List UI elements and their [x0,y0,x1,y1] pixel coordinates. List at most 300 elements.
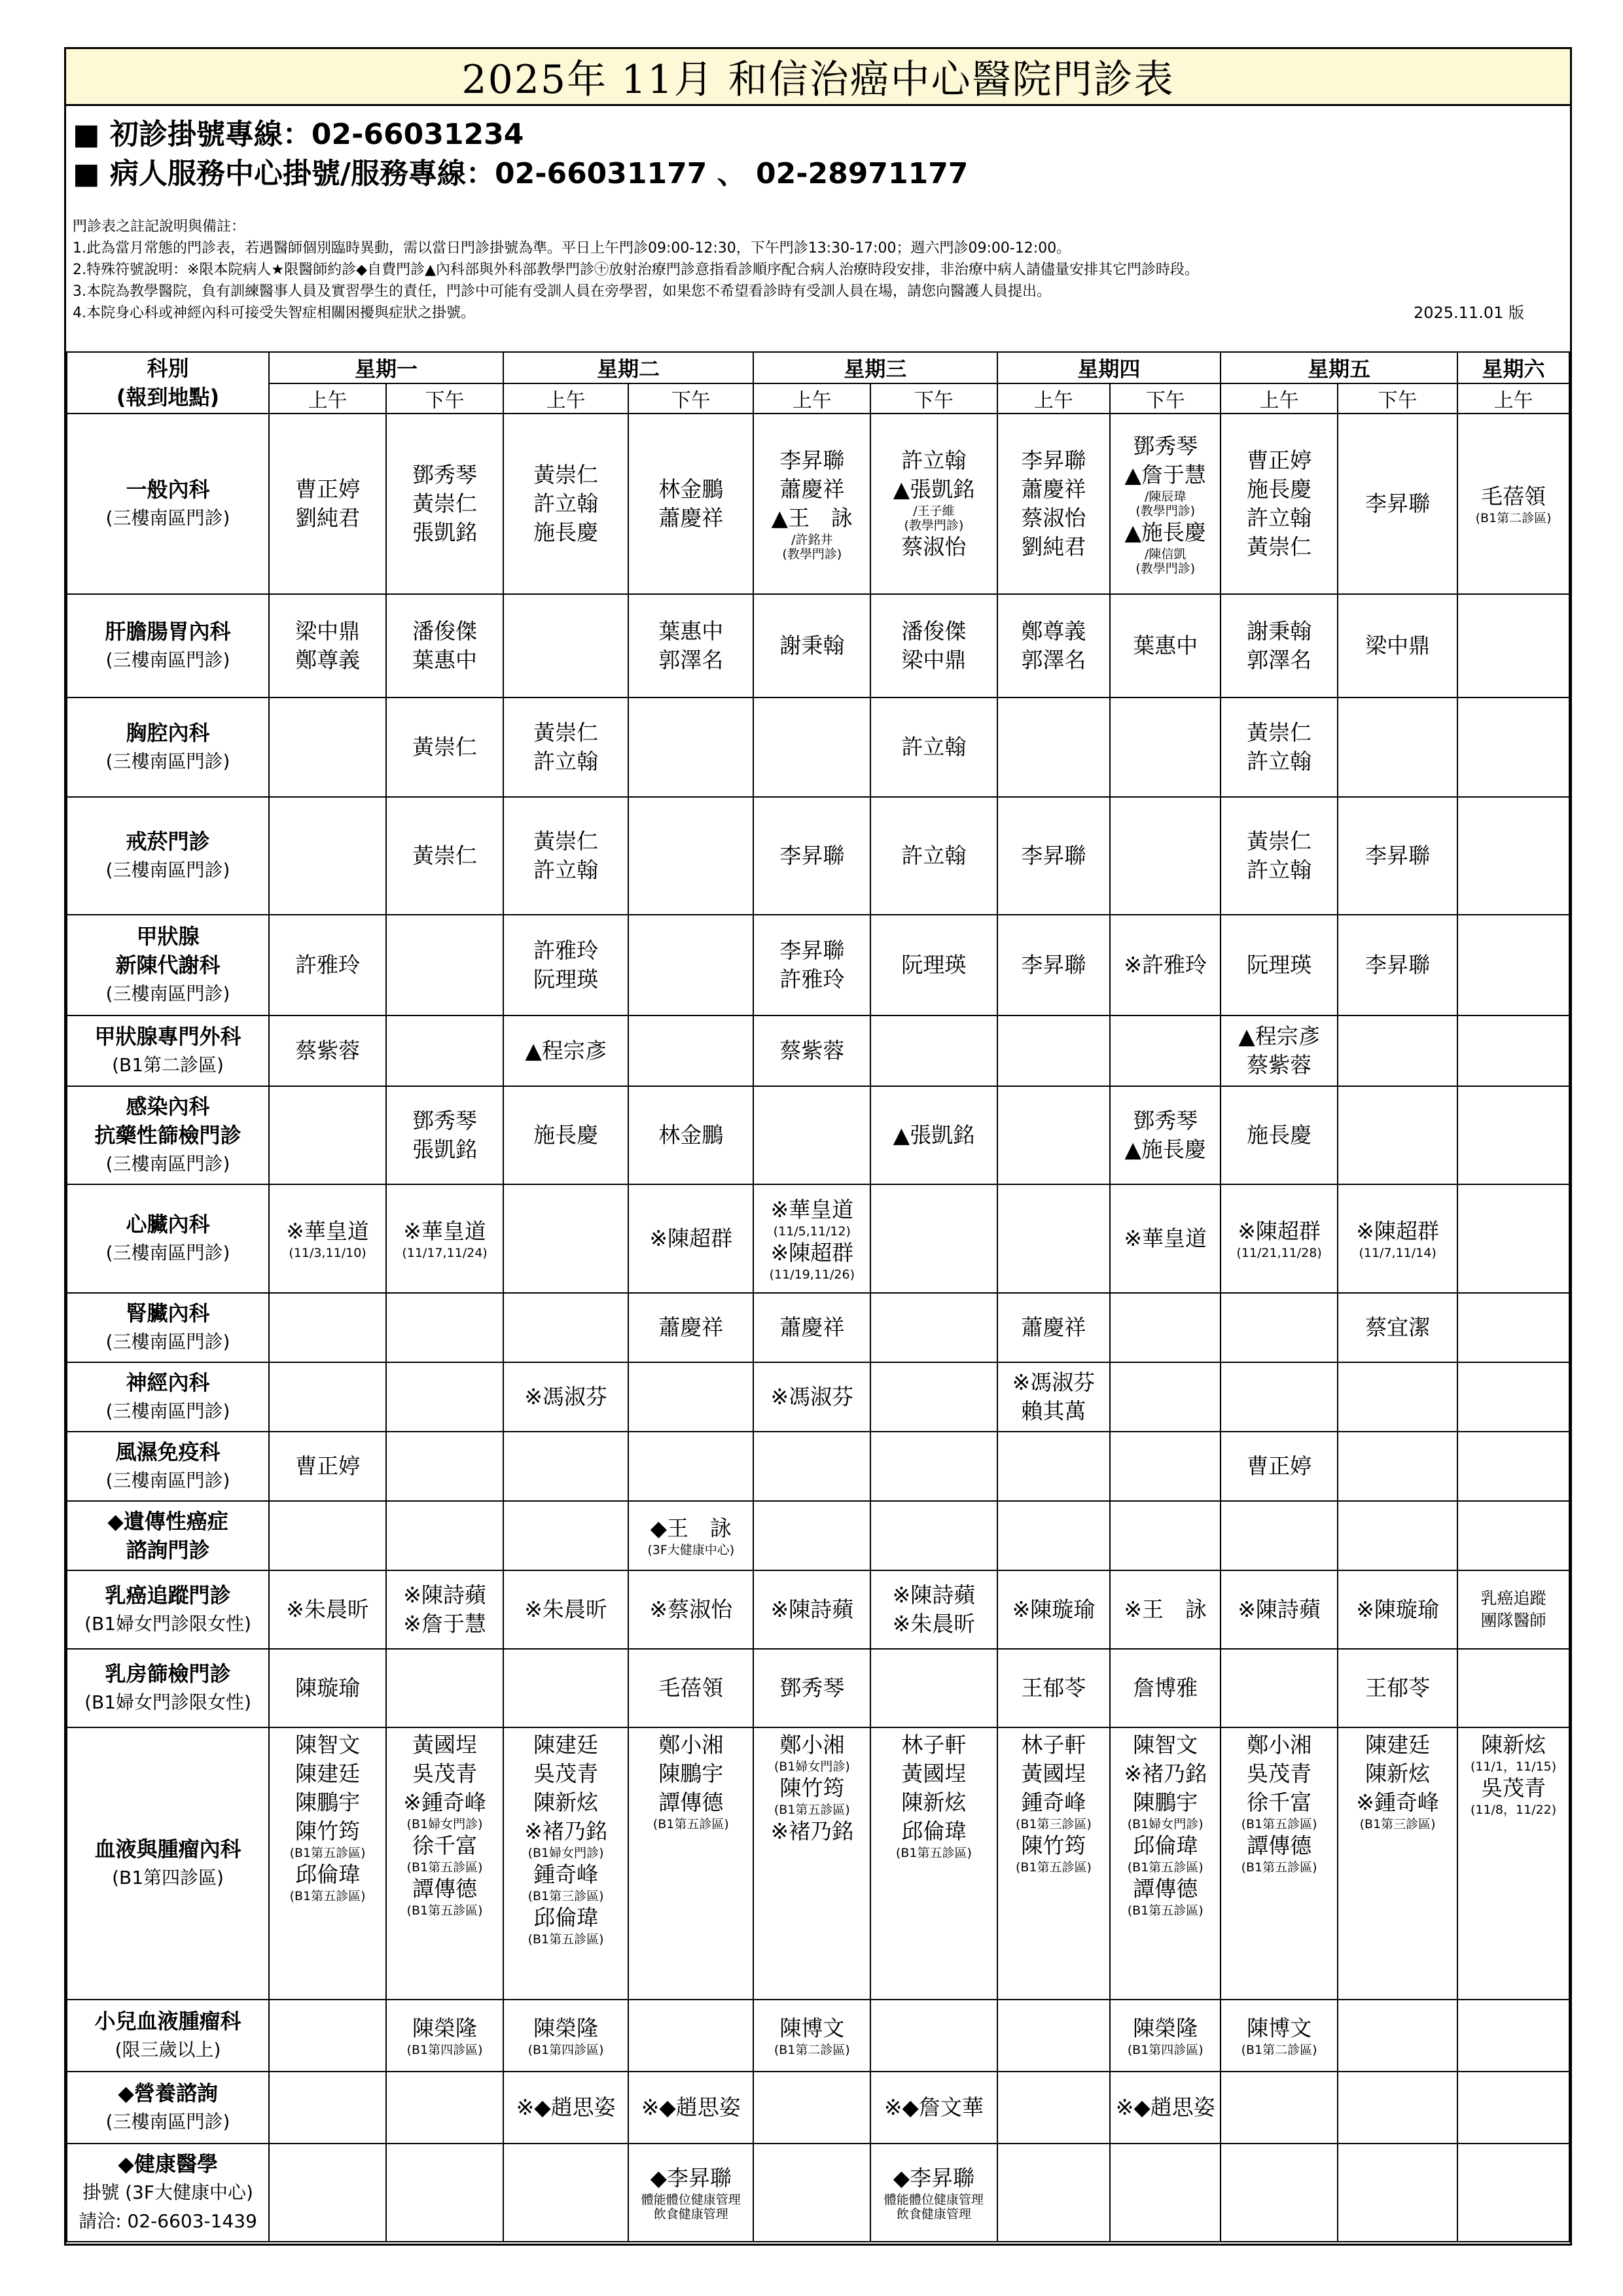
schedule-cell [870,594,997,698]
session-am: 上午 [1457,383,1569,414]
doctor-name: 許立翰 [1247,505,1312,531]
doctor-name: ※鍾奇峰 [403,1790,486,1815]
schedule-cell [503,1086,628,1184]
dept-location: (三樓南區門診) [105,649,230,671]
doctor-name: 賴其萬 [1021,1398,1086,1424]
schedule-cell [870,1501,997,1570]
dept-cell [67,797,269,915]
doctor-name: 鄭尊義 [1021,618,1086,644]
doctor-name: 劉純君 [295,505,361,531]
schedule-cell [269,2144,386,2242]
schedule-cell [753,915,870,1016]
clinic-note: (B1第五診區) [1127,1903,1204,1918]
schedule-cell [997,594,1111,698]
schedule-cell [1221,1570,1338,1649]
doctor-name: ▲王 詠 [771,505,853,531]
clinic-note: (B1第五診區) [1127,1860,1204,1875]
schedule-cell [1338,1184,1457,1293]
doctor-name: 林金鵬 [658,476,724,502]
schedule-cell [386,2072,503,2144]
doctor-name: 邱倫瑋 [1133,1833,1198,1858]
doctor-name: 張凱銘 [412,1137,478,1162]
dept-location: (三樓南區門診) [105,507,230,529]
schedule-cell [1221,2144,1338,2242]
dept-location: (三樓南區門診) [105,1242,230,1263]
dept-cell [67,1086,269,1184]
schedule-cell [269,1362,386,1432]
schedule-cell [503,698,628,797]
doctor-name: 郭澤名 [658,647,724,673]
schedule-page [64,47,1572,2246]
doctor-name: 曹正婷 [295,1453,361,1479]
doctor-name: 梁中鼎 [901,647,967,673]
schedule-cell [753,414,870,594]
schedule-cell [386,2000,503,2072]
session-am: 上午 [1221,383,1338,414]
schedule-cell [870,1362,997,1432]
doctor-name: 譚傳德 [412,1876,478,1901]
team-note: 乳癌追蹤 [1480,1589,1546,1608]
schedule-cell [997,414,1111,594]
doctor-name: ※◆趙思姿 [641,2094,741,2120]
schedule-cell [628,1727,753,2000]
session-am: 上午 [503,383,628,414]
doctor-name: 陳智文 [1133,1732,1198,1757]
dept-cell [67,698,269,797]
clinic-note: (B1第五診區) [774,1803,850,1817]
department-row [67,1649,1569,1727]
doctor-name: ※褚乃銘 [770,1818,854,1844]
schedule-cell [1221,594,1338,698]
dept-cell [67,1293,269,1362]
doctor-name: 鄧秀琴 [412,462,478,487]
schedule-cell [269,2000,386,2072]
doctor-name: 李昇聯 [779,938,845,963]
doctor-name: 林子軒 [1021,1732,1086,1757]
schedule-cell [1221,1086,1338,1184]
schedule-cell [997,1293,1111,1362]
doctor-name: 曹正婷 [1247,1453,1312,1479]
schedule-cell [1457,1362,1569,1432]
schedule-cell [1221,2000,1338,2072]
dept-location: 掛號 (3F大健康中心) [82,2181,253,2203]
schedule-cell [753,1649,870,1727]
clinic-note: (B1第五診區) [289,1846,366,1860]
schedule-cell [628,2072,753,2144]
schedule-cell [1221,1016,1338,1086]
dept-cell [67,1727,269,2000]
schedule-cell [628,594,753,698]
dept-name: ◆遺傳性癌症 [107,1509,228,1534]
doctor-name: 吳茂青 [533,1761,599,1786]
doctor-name: 鄭小湘 [779,1732,845,1757]
note-item: 1.此為當月常態的門診表，若遇醫師個別臨時異動，需以當日門診掛號為準。平日上午門診09:00-12:30，下午門診13:30-17:00；週六門診09:00-12:00。 [73,240,1071,256]
schedule-cell [1221,414,1338,594]
clinic-note: (B1第五診區) [1241,1860,1317,1875]
doctor-name: 黃國埕 [1021,1761,1086,1786]
schedule-cell [1221,1432,1338,1501]
schedule-cell [269,1293,386,1362]
clinic-note: (11/8，11/22) [1470,1803,1557,1817]
schedule-cell [269,414,386,594]
doctor-name: 許立翰 [901,843,967,868]
doctor-name: 謝秉翰 [1247,618,1312,644]
schedule-cell [1110,698,1221,797]
doctor-name: ※陳超群 [770,1240,854,1265]
doctor-name: 劉純君 [1021,534,1086,559]
doctor-name: 邱倫瑋 [901,1818,967,1844]
schedule-cell [386,698,503,797]
dept-cell [67,915,269,1016]
doctor-name: 黃崇仁 [1247,828,1312,854]
doctor-name: ※陳超群 [1238,1218,1321,1244]
dept-name: 甲狀腺 [136,924,200,949]
doctor-name: 李昇聯 [779,448,845,473]
schedule-cell [269,1016,386,1086]
schedule-cell [1338,698,1457,797]
schedule-cell [503,797,628,915]
schedule-cell [628,1362,753,1432]
doctor-name: 陳鵬宇 [295,1790,361,1815]
doctor-name: 郭澤名 [1247,647,1312,673]
schedule-cell [503,1432,628,1501]
doctor-name: 許立翰 [1247,857,1312,883]
doctor-name: ▲施長慶 [1124,1137,1206,1162]
clinic-note: (B1第五診區) [1015,1860,1092,1875]
clinic-note: 體能體位健康管理 [641,2193,741,2207]
doctor-name: 謝秉翰 [779,633,845,658]
doctor-name: 譚傳德 [1133,1876,1198,1901]
schedule-cell [997,2072,1111,2144]
doctor-name: ◆李昇聯 [893,2165,975,2191]
notes [66,194,1570,334]
schedule-cell [269,1649,386,1727]
note-item: 4.本院身心科或神經內科可接受失智症相關困擾與症狀之掛號。 [73,305,475,321]
schedule-cell [870,1727,997,2000]
doctor-name: 蕭慶祥 [658,505,724,531]
doctor-name: 陳建廷 [295,1761,361,1786]
dept-name: 甲狀腺專門外科 [94,1024,241,1049]
doctor-name: 陳璇瑜 [295,1675,361,1701]
doctor-name: 陳榮隆 [412,2015,478,2041]
schedule-cell [386,1016,503,1086]
doctor-name: ※陳詩蘋 [1238,1597,1321,1622]
schedule-cell [1221,1649,1338,1727]
doctor-name: 阮理瑛 [533,966,599,992]
doctor-name: 陳鵬宇 [1133,1790,1198,1815]
schedule-cell [386,1727,503,2000]
schedule-cell [1221,1293,1338,1362]
schedule-cell [997,2144,1111,2242]
schedule-cell [1457,1570,1569,1649]
schedule-cell [628,1501,753,1570]
clinic-note: (11/7,11/14) [1359,1246,1436,1260]
doctor-name: 黃崇仁 [1247,720,1312,745]
dept-location: (三樓南區門診) [105,2111,230,2132]
schedule-cell [503,1293,628,1362]
doctor-name: ※華皇道 [770,1197,854,1222]
dept-cell [67,2000,269,2072]
schedule-cell [870,2144,997,2242]
day-header-wed: 星期三 [753,352,997,383]
dept-cell [67,2144,269,2242]
page-title: 2025年 11月 和信治癌中心醫院門診表 [66,49,1570,106]
doctor-name: ※華皇道 [1124,1226,1207,1251]
doctor-name: 葉惠中 [412,647,478,673]
clinic-note: 體能體位健康管理 [883,2193,984,2207]
schedule-cell [997,1362,1111,1432]
day-header-sat: 星期六 [1457,352,1569,383]
doctor-name: 蕭慶祥 [1021,1315,1086,1340]
doctor-name: 蔡宜潔 [1365,1315,1431,1340]
schedule-cell [1110,797,1221,915]
schedule-cell [1110,2144,1221,2242]
schedule-cell [1338,1432,1457,1501]
doctor-name: 譚傳德 [658,1790,724,1815]
clinic-note: (3F大健康中心) [647,1543,735,1557]
schedule-cell [753,1432,870,1501]
department-row [67,2144,1569,2242]
schedule-cell [1221,1362,1338,1432]
schedule-cell [628,1570,753,1649]
schedule-cell [1457,1086,1569,1184]
schedule-cell [269,1184,386,1293]
department-row [67,1293,1569,1362]
doctor-name: 詹博雅 [1133,1675,1198,1701]
schedule-cell [628,1086,753,1184]
clinic-note: (B1第四診區) [406,2043,483,2057]
clinic-note: (B1第五診區) [406,1903,483,1918]
doctor-name: 陳竹筠 [1021,1833,1086,1858]
schedule-cell [628,414,753,594]
schedule-cell [269,915,386,1016]
doctor-name: 徐千富 [1247,1790,1312,1815]
doctor-name: 蕭慶祥 [658,1315,724,1340]
doctor-name: 許立翰 [533,749,599,774]
schedule-cell [503,2072,628,2144]
schedule-cell [753,594,870,698]
dept-location: (三樓南區門診) [105,1400,230,1422]
schedule-cell [503,1501,628,1570]
doctor-name: 葉惠中 [1133,633,1198,658]
schedule-cell [870,1432,997,1501]
doctor-name: 蕭慶祥 [779,476,845,502]
team-note: 團隊醫師 [1480,1611,1546,1630]
department-row [67,1016,1569,1086]
doctor-name: 譚傳德 [1247,1833,1312,1858]
doctor-name: ※王 詠 [1124,1597,1207,1622]
doctor-name: ※褚乃銘 [524,1818,607,1844]
doctor-name: 邱倫瑋 [295,1862,361,1887]
doctor-name: 許立翰 [533,857,599,883]
department-row [67,797,1569,915]
dept-location: (三樓南區門診) [105,1153,230,1174]
schedule-cell [1457,594,1569,698]
doctor-name: 毛蓓領 [658,1675,724,1701]
schedule-cell [1457,915,1569,1016]
dept-name: ◆健康醫學 [118,2151,218,2176]
schedule-cell [1338,1293,1457,1362]
schedule-cell [503,2144,628,2242]
doctor-name: 許立翰 [901,734,967,760]
dept-cell [67,1362,269,1432]
session-am: 上午 [269,383,386,414]
clinic-note: (B1婦女門診) [527,1846,604,1860]
dept-location: (B1婦女門診限女性) [84,1613,251,1634]
dept-name: 感染內科 [126,1094,210,1119]
schedule-cell [1457,797,1569,915]
schedule-cell [503,1570,628,1649]
schedule-cell [1110,2072,1221,2144]
dept-name: 心臟內科 [126,1212,210,1237]
dept-cell [67,1649,269,1727]
schedule-cell [1457,1727,1569,2000]
dept-name: 乳癌追蹤門診 [105,1583,231,1608]
schedule-cell [1110,1432,1221,1501]
clinic-note: (B1第三診區) [527,1889,604,1903]
schedule-cell [1338,1362,1457,1432]
schedule-cell [1338,1016,1457,1086]
doctor-name: 李昇聯 [1021,952,1086,978]
doctor-name: 陳博文 [1247,2015,1312,2041]
schedule-cell [1110,915,1221,1016]
dept-name: 小兒血液腫瘤科 [94,2009,241,2034]
doctor-name: ※陳詩蘋 [892,1582,976,1608]
schedule-cell [870,414,997,594]
doctor-name: ※陳詩蘋 [403,1582,486,1608]
schedule-cell [870,698,997,797]
clinic-note: (11/3,11/10) [289,1246,366,1260]
doctor-name: 黃國埕 [412,1732,478,1757]
schedule-cell [1221,2072,1338,2144]
day-header-mon: 星期一 [269,352,503,383]
schedule-cell [628,1432,753,1501]
schedule-cell [503,1016,628,1086]
doctor-name: 施長慶 [533,520,599,545]
schedule-cell [870,797,997,915]
doctor-name: 許立翰 [1247,749,1312,774]
schedule-cell [1221,797,1338,915]
doctor-name: 陳鵬宇 [658,1761,724,1786]
schedule-cell [1221,915,1338,1016]
hotlines [66,106,1570,194]
doctor-name: 陳博文 [779,2015,845,2041]
doctor-name: ※朱晨昕 [286,1597,369,1622]
department-row [67,1184,1569,1293]
dept-location: (B1婦女門診限女性) [84,1691,251,1713]
clinic-note: (11/1，11/15) [1470,1759,1557,1774]
doctor-name: 毛蓓領 [1481,484,1546,509]
clinic-note: (B1第四診區) [527,2043,604,2057]
dept-name: 風濕免疫科 [115,1439,221,1464]
dept-location: (三樓南區門診) [105,859,230,881]
clinic-note: 飲食健康管理 [896,2207,971,2221]
dept-location: (三樓南區門診) [105,1331,230,1352]
doctor-name: 徐千富 [412,1833,478,1858]
schedule-cell [1338,1727,1457,2000]
dept-location: (限三歲以上) [115,2039,221,2060]
schedule-cell [1110,1501,1221,1570]
doctor-name: 潘俊傑 [412,618,478,644]
clinic-note: (B1第五診區) [895,1846,972,1860]
doctor-name: ※陳超群 [1356,1218,1439,1244]
doctor-name: ▲程宗彥 [1238,1023,1320,1049]
doctor-name: 施長慶 [1247,476,1312,502]
schedule-cell [870,1086,997,1184]
schedule-cell [997,1086,1111,1184]
schedule-cell [386,1086,503,1184]
clinic-schedule-table [66,351,1570,2242]
schedule-cell [386,797,503,915]
doctor-name: ▲詹于慧 [1124,462,1206,487]
doctor-name: ※陳超群 [649,1226,733,1251]
doctor-name: ※朱晨昕 [524,1597,607,1622]
schedule-cell [1338,915,1457,1016]
schedule-cell [269,698,386,797]
schedule-cell [1110,1362,1221,1432]
doctor-name: 蔡紫蓉 [1247,1052,1312,1078]
schedule-cell [386,1293,503,1362]
clinic-note: (11/21,11/28) [1236,1246,1322,1260]
schedule-cell [870,1649,997,1727]
schedule-cell [1457,1293,1569,1362]
schedule-cell [1221,1501,1338,1570]
schedule-cell [1457,2144,1569,2242]
schedule-cell [997,1501,1111,1570]
doctor-name: ▲張凱銘 [893,476,975,502]
schedule-cell [503,915,628,1016]
dept-name: 肝膽腸胃內科 [105,619,231,644]
dept-header-sub: (報到地點) [116,385,220,410]
schedule-cell [1110,2000,1221,2072]
doctor-name: 鄭尊義 [295,647,361,673]
doctor-name: 黃崇仁 [533,462,599,487]
doctor-name: 邱倫瑋 [533,1905,599,1930]
dept-cell [67,1016,269,1086]
doctor-name: ※◆趙思姿 [516,2094,616,2120]
schedule-cell [870,1293,997,1362]
dept-location: (B1第四診區) [112,1867,224,1888]
clinic-note: (B1第五診區) [1241,1817,1317,1831]
schedule-cell [1457,1649,1569,1727]
doctor-name: 蔡紫蓉 [779,1038,845,1063]
clinic-note: (B1第三診區) [1359,1817,1436,1831]
department-row [67,2072,1569,2144]
clinic-note: (B1第五診區) [527,1932,604,1947]
schedule-cell [1110,1016,1221,1086]
session-am: 上午 [997,383,1111,414]
doctor-name: 梁中鼎 [1365,633,1431,658]
schedule-cell [997,1649,1111,1727]
schedule-cell [1457,2072,1569,2144]
clinic-note: (教學門診) [782,547,842,561]
doctor-name: 黃國埕 [901,1761,967,1786]
doctor-name: 阮理瑛 [901,952,967,978]
doctor-name: 蕭慶祥 [779,1315,845,1340]
schedule-cell [386,1570,503,1649]
schedule-cell [870,2072,997,2144]
doctor-name: 鍾奇峰 [1021,1790,1086,1815]
doctor-name: 陳建廷 [1365,1732,1431,1757]
schedule-cell [1338,797,1457,915]
doctor-name: 李昇聯 [1365,952,1431,978]
doctor-name: 黃崇仁 [412,843,478,868]
dept-name: 一般內科 [126,477,210,502]
schedule-cell [386,1649,503,1727]
schedule-cell [386,1184,503,1293]
session-pm: 下午 [870,383,997,414]
clinic-note: (教學門診) [1135,561,1196,576]
